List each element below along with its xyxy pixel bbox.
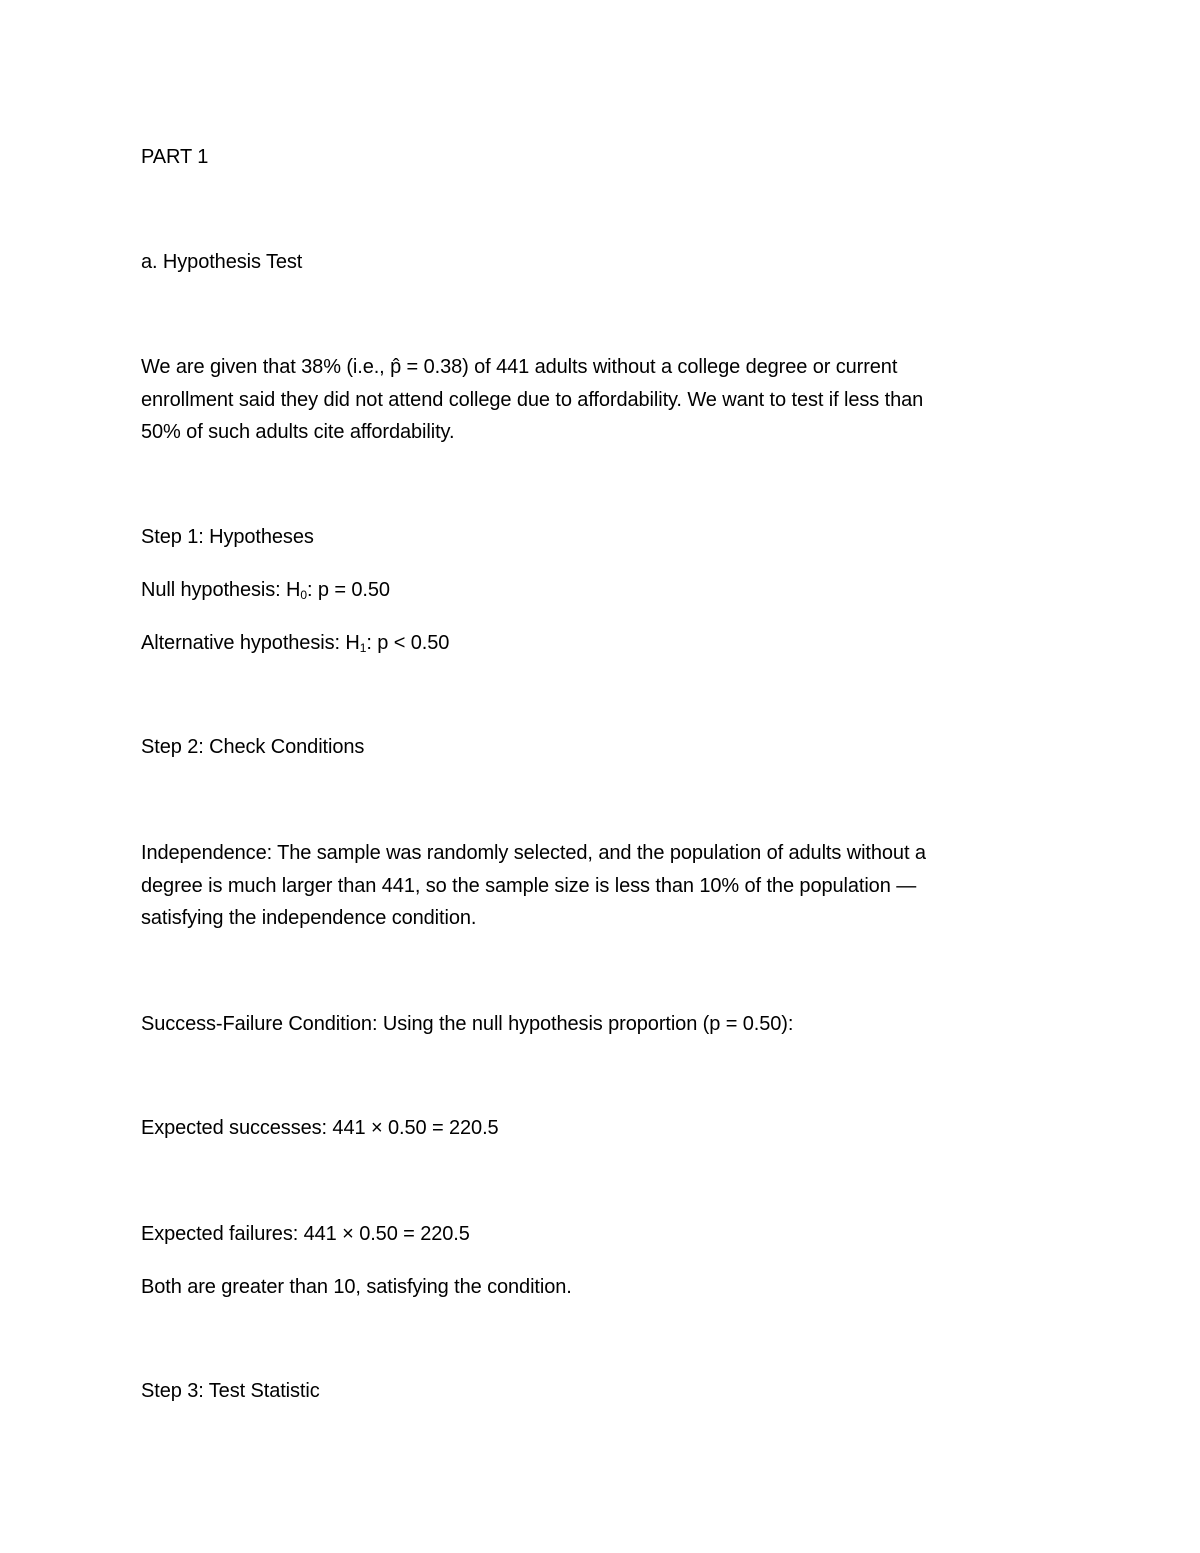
step1-heading-text: Step 1: Hypotheses (141, 526, 314, 548)
success-failure-condition (141, 1008, 1041, 1041)
condition-conclusion (141, 1271, 1041, 1304)
independence-line-2: degree is much larger than 441, so the sample size is less than 10% of the population — (141, 874, 917, 897)
independence-line-3: satisfying the independence condition. (141, 907, 477, 929)
section-heading (141, 246, 1041, 279)
expected-successes-text: Expected successes: 441 × 0.50 = 220.5 (141, 1117, 499, 1139)
alternative-hypothesis-prefix: Alternative hypothesis: H (141, 632, 360, 654)
alternative-hypothesis-suffix: : p < 0.50 (366, 632, 450, 654)
alternative-hypothesis (141, 627, 1041, 660)
intro-line-2: enrollment said they did not attend college due to affordability. We want to test if less than (141, 388, 924, 411)
intro-line-1: We are given that 38% (i.e., p̂ = 0.38) of 441 adults without a college degree or current (141, 356, 898, 378)
step2-heading (141, 731, 1041, 764)
condition-conclusion-text: Both are greater than 10, satisfying the condition. (141, 1276, 572, 1298)
alternative-hypothesis-line (141, 627, 1041, 660)
null-hypothesis-prefix: Null hypothesis: H (141, 579, 301, 601)
null-hypothesis (141, 574, 1041, 607)
null-hypothesis-suffix: : p = 0.50 (306, 579, 390, 601)
section-heading-text: a. Hypothesis Test (141, 251, 303, 273)
step3-heading (141, 1375, 1041, 1408)
expected-successes (141, 1112, 1041, 1145)
expected-failures-text: Expected failures: 441 × 0.50 = 220.5 (141, 1223, 470, 1245)
null-hypothesis-line (141, 574, 1041, 607)
intro-paragraph (141, 351, 1041, 449)
step3-heading-text: Step 3: Test Statistic (141, 1380, 320, 1402)
alternative-hypothesis-subscript: 1 (359, 641, 367, 655)
independence-line-1: Independence: The sample was randomly selected, and the population of adults without a (141, 842, 926, 864)
expected-failures (141, 1218, 1041, 1251)
null-hypothesis-subscript: 0 (300, 588, 307, 602)
success-failure-text: Success-Failure Condition: Using the null hypothesis proportion (p = 0.50): (141, 1013, 794, 1035)
part-heading (141, 141, 1041, 174)
part-heading-text: PART 1 (141, 146, 209, 168)
step1-heading (141, 521, 1041, 554)
independence-paragraph (141, 837, 1041, 935)
step2-heading-text: Step 2: Check Conditions (141, 736, 365, 758)
intro-line-3: 50% of such adults cite affordability. (141, 421, 455, 443)
